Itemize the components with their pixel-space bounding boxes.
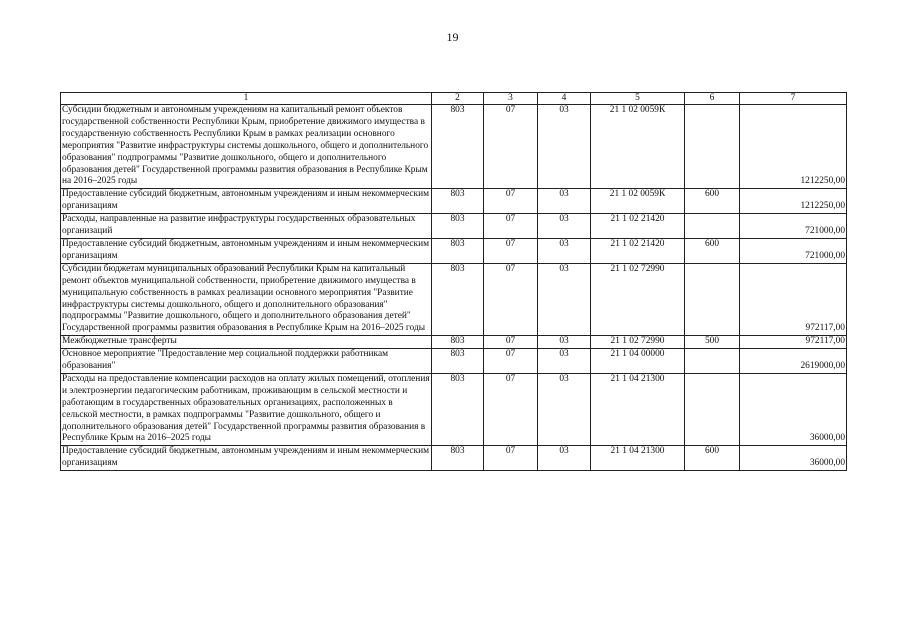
row-target-code: 21 1 02 0059К (591, 189, 685, 214)
row-expense-type: 500 (685, 336, 740, 349)
column-header: 6 (685, 93, 740, 105)
row-target-code: 21 1 02 72990 (591, 336, 685, 349)
table-row (61, 214, 847, 239)
row-section-code: 07 (484, 105, 538, 189)
row-name: Субсидии бюджетам муниципальных образований Республики Крым на капитальный ремонт объектов муниципальной собственности, приобретение движимого имущества в муниципальную собственность в рамках реализации основного мероприятия "Развитие инфраструктуры системы дошкольного, общего и дополнительного образования" подпрограммы "Развитие дошкольного, общего и дополнительного образования детей" Государственной программы развития образования в Республике Крым на 2016–2025 годы (61, 263, 432, 335)
row-name: Межбюджетные трансферты (61, 336, 432, 349)
row-target-code: 21 1 04 00000 (591, 349, 685, 374)
table-row (61, 105, 847, 189)
row-expense-type (685, 105, 740, 189)
row-ministry-code: 803 (432, 189, 484, 214)
row-ministry-code: 803 (432, 214, 484, 239)
page-number: 19 (446, 30, 459, 44)
row-sum: 1212250,00 (740, 189, 847, 214)
table-row (61, 349, 847, 374)
row-expense-type (685, 214, 740, 239)
row-section-code: 07 (484, 238, 538, 263)
row-name: Предоставление субсидий бюджетным, автономным учреждениям и иным некоммерческим организациям (61, 189, 432, 214)
column-header: 7 (740, 93, 847, 105)
row-name: Расходы, направленные на развитие инфраструктуры государственных образовательных организаций (61, 214, 432, 239)
row-subsection-code: 03 (538, 349, 591, 374)
row-sum: 972117,00 (740, 336, 847, 349)
row-section-code: 07 (484, 189, 538, 214)
row-name: Расходы на предоставление компенсации расходов на оплату жилых помещений, отопления и электроэнергии педагогическим работникам, проживающим в сельской местности и работающим в государственных образовательных организациях, расположенных в сельской местности, в рамках подпрограммы "Развитие дошкольного, общего и дополнительного образования детей" Государственной программы развития образования в Республике Крым на 2016–2025 годы (61, 373, 432, 445)
row-ministry-code: 803 (432, 263, 484, 335)
table-header-row (61, 93, 847, 105)
row-subsection-code: 03 (538, 105, 591, 189)
column-header: 2 (432, 93, 484, 105)
row-name: Субсидии бюджетным и автономным учреждениям на капитальный ремонт объектов государственной собственности Республики Крым, приобретение движимого имущества в государственную собственность Республики Крым в рамках реализации основного мероприятия "Развитие инфраструктуры системы дошкольного, общего и дополнительного образования" подпрограммы "Развитие дошкольного, общего и дополнительного образования детей" Государственной программы развития образования в Республике Крым на 2016–2025 годы (61, 105, 432, 189)
row-target-code: 21 1 02 21420 (591, 214, 685, 239)
row-expense-type: 600 (685, 446, 740, 471)
row-name: Предоставление субсидий бюджетным, автономным учреждениям и иным некоммерческим организациям (61, 238, 432, 263)
row-sum: 721000,00 (740, 214, 847, 239)
row-expense-type (685, 349, 740, 374)
table-row (61, 336, 847, 349)
table-row (61, 238, 847, 263)
row-sum: 2619000,00 (740, 349, 847, 374)
row-target-code: 21 1 02 72990 (591, 263, 685, 335)
row-sum: 36000,00 (740, 373, 847, 445)
row-ministry-code: 803 (432, 238, 484, 263)
row-ministry-code: 803 (432, 446, 484, 471)
row-subsection-code: 03 (538, 263, 591, 335)
table-row (61, 189, 847, 214)
row-name: Основное мероприятие "Предоставление мер социальной поддержки работникам образования" (61, 349, 432, 374)
table-row (61, 373, 847, 445)
column-header: 1 (61, 93, 432, 105)
row-ministry-code: 803 (432, 336, 484, 349)
table-row (61, 446, 847, 471)
row-section-code: 07 (484, 214, 538, 239)
row-subsection-code: 03 (538, 214, 591, 239)
row-name: Предоставление субсидий бюджетным, автономным учреждениям и иным некоммерческим организациям (61, 446, 432, 471)
row-expense-type: 600 (685, 189, 740, 214)
row-expense-type (685, 373, 740, 445)
row-expense-type (685, 263, 740, 335)
row-subsection-code: 03 (538, 336, 591, 349)
row-sum: 1212250,00 (740, 105, 847, 189)
row-ministry-code: 803 (432, 105, 484, 189)
column-header: 5 (591, 93, 685, 105)
row-subsection-code: 03 (538, 446, 591, 471)
row-sum: 36000,00 (740, 446, 847, 471)
row-section-code: 07 (484, 446, 538, 471)
row-target-code: 21 1 02 0059К (591, 105, 685, 189)
column-header: 3 (484, 93, 538, 105)
row-target-code: 21 1 04 21300 (591, 446, 685, 471)
row-target-code: 21 1 02 21420 (591, 238, 685, 263)
row-section-code: 07 (484, 373, 538, 445)
row-subsection-code: 03 (538, 238, 591, 263)
table-row (61, 263, 847, 335)
row-section-code: 07 (484, 349, 538, 374)
row-target-code: 21 1 04 21300 (591, 373, 685, 445)
row-expense-type: 600 (685, 238, 740, 263)
row-ministry-code: 803 (432, 373, 484, 445)
row-section-code: 07 (484, 336, 538, 349)
row-subsection-code: 03 (538, 189, 591, 214)
column-header: 4 (538, 93, 591, 105)
row-sum: 721000,00 (740, 238, 847, 263)
row-section-code: 07 (484, 263, 538, 335)
row-ministry-code: 803 (432, 349, 484, 374)
row-subsection-code: 03 (538, 373, 591, 445)
row-sum: 972117,00 (740, 263, 847, 335)
budget-table (60, 92, 847, 471)
